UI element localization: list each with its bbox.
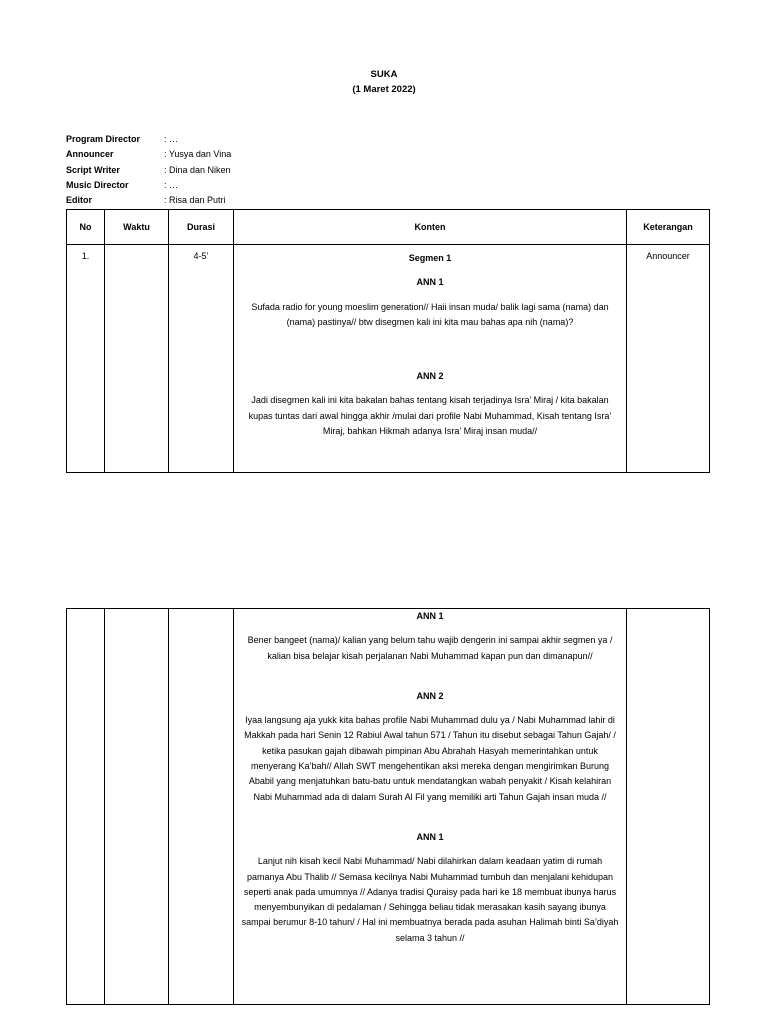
speaker-label: ANN 1	[416, 831, 444, 842]
credit-label: Announcer	[66, 149, 114, 160]
credit-label: Editor	[66, 195, 92, 206]
document-title: SUKA	[370, 69, 398, 80]
script-table-page1	[66, 209, 710, 473]
cell-no	[67, 609, 105, 1005]
script-paragraph: Lanjut nih kisah kecil Nabi Muhammad/ Nabi dilahirkan dalam keadaan yatim di rumah pamanya Abu Thalib // Semasa kecilnya Nabi Muhammad tumbuh dan menjalani kehidupan seperti anak pada umumnya // Adanya tradisi Quraisy pada hari ke 18 membuat ibunya harus menyembunyikan di pedalaman / Sehingga beliau tidak merasakan kasih sayang ibunya sampai berumur 8-10 tahun/ / Hal ini membuatnya berada pada asuhan Halimah binti Sa’diyah selama 3 tahun //	[241, 856, 619, 943]
cell-waktu	[105, 609, 169, 1005]
document-header	[0, 67, 768, 97]
credit-value: : …	[164, 134, 179, 144]
column-header-durasi: Durasi	[169, 210, 234, 245]
table-row	[67, 609, 710, 1005]
column-header-no: No	[67, 210, 105, 245]
script-paragraph: Sufada radio for young moeslim generation// Haii insan muda/ balik lagi sama (nama) dan (nama) pastinya// btw disegmen kali ini kita mau bahas apa nih (nama)?	[251, 301, 609, 327]
credit-value: : …	[164, 179, 179, 190]
credit-value: : Risa dan Putri	[164, 195, 226, 206]
cell-konten	[234, 245, 627, 473]
speaker-label: ANN 1	[416, 277, 444, 288]
cell-keterangan	[627, 609, 710, 1005]
table-row	[67, 245, 710, 473]
script-table-page2	[66, 608, 710, 1005]
speaker-label: ANN 1	[416, 611, 444, 621]
segment-title: Segmen 1	[408, 253, 452, 263]
script-paragraph: Jadi disegmen kali ini kita bakalan bahas tentang kisah terjadinya Isra’ Miraj / kita bakalan kupas tuntas dari awal hingga akhir /mulai dari profile Nabi Muhammad, Kisah tentang Isra’ Miraj, bahkan Hikmah adanya Isra’ Miraj insan muda//	[248, 395, 612, 437]
cell-keterangan: Announcer	[627, 245, 710, 473]
cell-konten	[234, 609, 627, 1005]
table-header-row	[67, 210, 710, 245]
script-paragraph: Bener bangeet (nama)/ kalian yang belum tahu wajib dengerin ini sampai akhir segmen ya / kalian bisa belajar kisah perjalanan Nabi Muhammad kapan pun dan dimanapun//	[247, 635, 613, 661]
credit-value: : Yusya dan Vina	[164, 149, 232, 160]
cell-durasi: 4-5’	[169, 245, 234, 473]
speaker-label: ANN 2	[416, 690, 444, 701]
column-header-waktu: Waktu	[105, 210, 169, 245]
document-date: (1 Maret 2022)	[352, 84, 416, 95]
cell-waktu	[105, 245, 169, 473]
cell-durasi	[169, 609, 234, 1005]
script-paragraph: Iyaa langsung aja yukk kita bahas profile Nabi Muhammad dulu ya / Nabi Muhammad lahir di Makkah pada hari Senin 12 Rabiul Awal tahun 571 / Tahun itu disebut sebagai Tahun Gajah/ / ketika pasukan gajah dibawah pimpinan Abu Abrahah Hasyah memerintahkan untuk menyerang Ka’bah// Allah SWT mengehentikan aksi mereka dengan mengirimkan Burung Ababil yang menjatuhkan batu-batu untuk mendatangkan wabah penyakit / Kisah kelahiran Nabi Muhammad ada di dalam Surah Al Fil yang memiliki arti Tahun Gajah insan muda //	[244, 715, 616, 802]
column-header-konten: Konten	[234, 210, 627, 245]
speaker-label: ANN 2	[416, 371, 444, 382]
credit-label: Music Director	[66, 179, 129, 190]
credit-label: Program Director	[66, 134, 141, 144]
cell-no: 1.	[67, 245, 105, 473]
column-header-keterangan: Keterangan	[627, 210, 710, 245]
credit-label: Script Writer	[66, 164, 120, 175]
credit-value: : Dina dan Niken	[164, 164, 231, 175]
